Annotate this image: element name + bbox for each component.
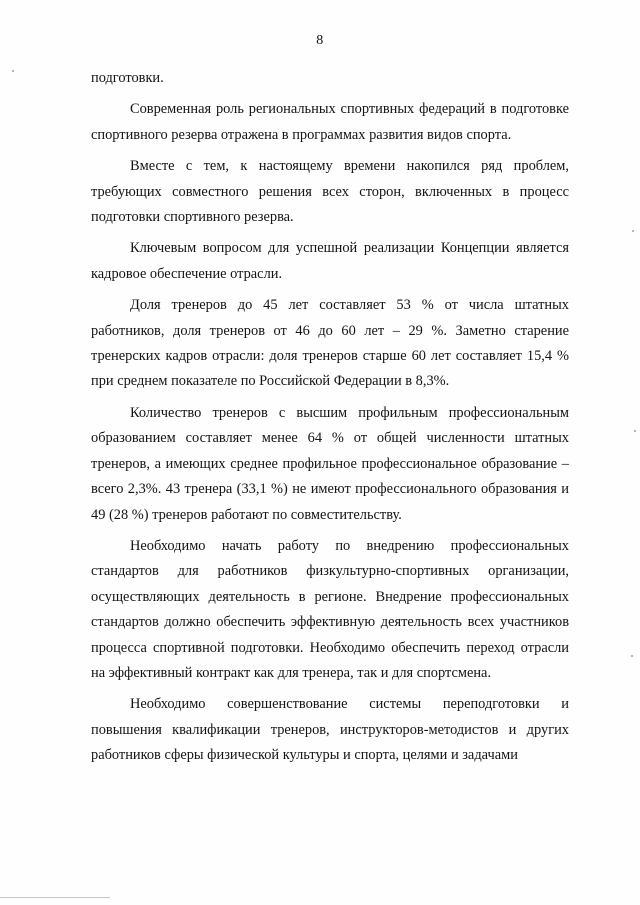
paragraph-coach-age-shares: Доля тренеров до 45 лет составляет 53 % от числа штатных работников, доля тренеров от 46 до 60 лет – 29 %. Заметно старение тренерских кадров отрасли: доля тренеров старше 60 лет составляет 15,4 % при среднем показателе по Российской Федерации в 8,3%. xyxy=(91,297,569,390)
paragraph-accumulated-problems: Вместе с тем, к настоящему времени накопился ряд проблем, требующих совместного решения всех сторон, включенных в процесс подготовки спортивного резерва. xyxy=(91,158,569,226)
document-body xyxy=(91,66,569,775)
page-number: 8 xyxy=(316,33,324,48)
paragraph-regional-federations: Современная роль региональных спортивных федераций в подготовке спортивного резерва отражена в программах развития видов спорта. xyxy=(91,101,569,143)
paragraph-staffing-key-issue: Ключевым вопросом для успешной реализации Концепции является кадровое обеспечение отрасли. xyxy=(91,240,569,282)
paragraph-coach-education: Количество тренеров с высшим профильным профессиональным образованием составляет менее 64 % от общей численности штатных тренеров, а имеющих среднее профильное профессиональное образование – всего 2,3%. 43 тренера (33,1 %) не имеют профессионального образования и 49 (28 %) тренеров работают по совместительству. xyxy=(91,404,569,523)
scan-artifact-dot xyxy=(634,430,636,432)
scan-artifact-line xyxy=(0,897,110,898)
scan-artifact-dot xyxy=(632,230,634,232)
scan-artifact-dot xyxy=(631,655,633,657)
scan-artifact-dot xyxy=(12,70,14,72)
paragraph-professional-standards: Необходимо начать работу по внедрению профессиональных стандартов для работников физкультурно-спортивных организации, осуществляющих деятельность в регионе. Внедрение профессиональных стандартов должно обеспечить эффективную деятельность всех участников процесса спортивной подготовки. Необходимо обеспечить переход отрасли на эффективный контракт как для тренера, так и для спортсмена. xyxy=(91,537,569,681)
paragraph-retraining: Необходимо совершенствование системы переподготовки и повышения квалификации тренеров, инструкторов-методистов и других работников сферы физической культуры и спорта, целями и задачами xyxy=(91,696,569,764)
paragraph-continuation: подготовки. xyxy=(91,70,164,86)
